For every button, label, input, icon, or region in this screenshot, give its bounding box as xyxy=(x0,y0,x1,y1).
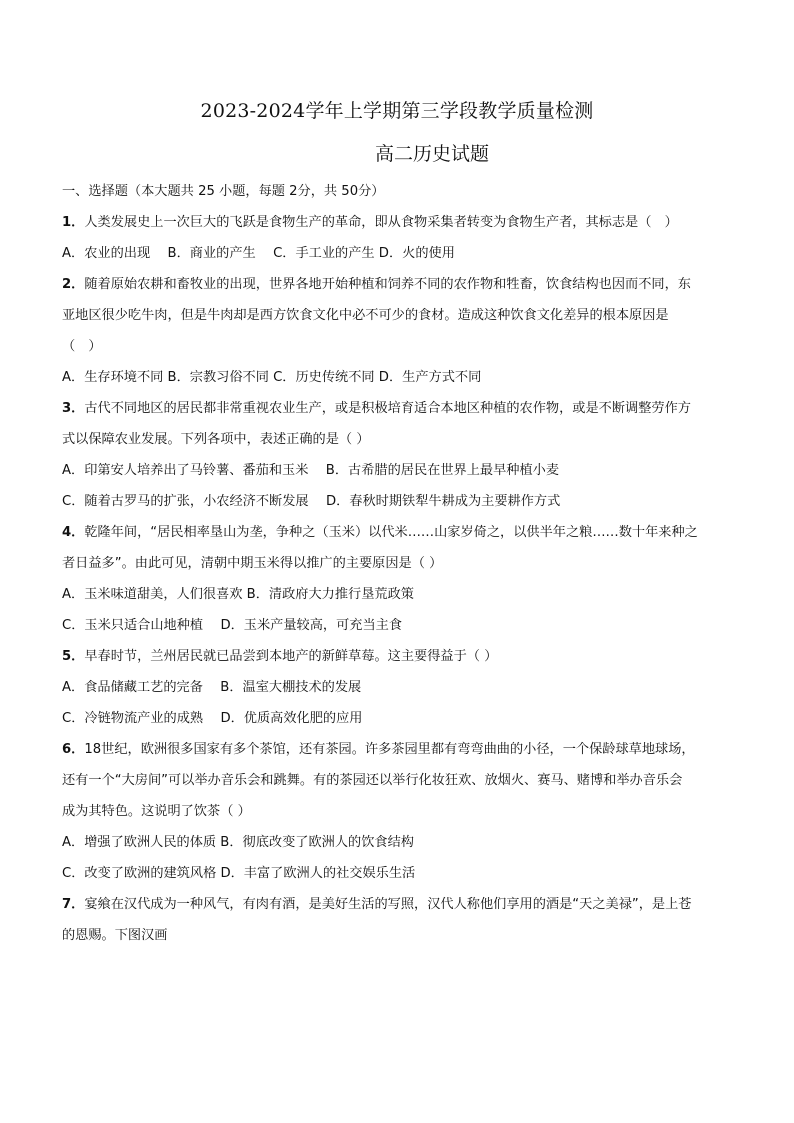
question-stem-line xyxy=(62,424,734,455)
question-stem-line xyxy=(62,269,734,300)
question-stem-line xyxy=(62,765,734,796)
answer-options-line: C．玉米只适合山地种植 D．玉米产量较高，可充当主食 xyxy=(62,618,403,633)
question-stem-text: 18世纪，欧洲很多国家有多个茶馆，还有茶园。许多茶园里都有弯弯曲曲的小径，一个保龄球草地球场， xyxy=(84,742,695,757)
question-stem-line xyxy=(62,548,734,579)
question-number: 4． xyxy=(62,525,85,540)
question-stem-line xyxy=(62,641,734,672)
exam-subtitle: 高二历史试题 xyxy=(374,143,489,165)
answer-options-line: A．生存环境不同 B．宗教习俗不同 C．历史传统不同 D．生产方式不同 xyxy=(62,370,482,385)
question-number: 7． xyxy=(62,897,85,912)
question-number: 1． xyxy=(62,215,85,230)
question-stem-line xyxy=(62,300,734,331)
question-stem-line xyxy=(62,393,734,424)
question-stem-text: 的恩赐。下图汉画 xyxy=(62,928,168,943)
answer-options-line: A．印第安人培养出了马铃薯、番茄和玉米 B．古希腊的居民在世界上最早种植小麦 xyxy=(62,463,560,478)
answer-options-line: C．冷链物流产业的成熟 D．优质高效化肥的应用 xyxy=(62,711,363,726)
question-stem-line xyxy=(62,207,734,238)
question-stem-line xyxy=(62,331,734,362)
question-3 xyxy=(62,393,734,517)
question-list xyxy=(62,207,734,951)
question-2 xyxy=(62,269,734,393)
question-stem-line xyxy=(62,734,734,765)
question-stem-line xyxy=(62,517,734,548)
question-stem-text: 古代不同地区的居民都非常重视农业生产，或是积极培育适合本地区种植的农作物，或是不断调整劳作方 xyxy=(84,401,691,416)
question-stem-line xyxy=(62,889,734,920)
question-stem-text: 亚地区很少吃牛肉，但是牛肉却是西方饮食文化中必不可少的食材。造成这种饮食文化差异的根本原因是 xyxy=(62,308,669,323)
question-stem-text: 早春时节，兰州居民就已品尝到本地产的新鲜草莓。这主要得益于（ ） xyxy=(84,649,498,664)
question-stem-text: 者日益多”。由此可见，清朝中期玉米得以推广的主要原因是（ ） xyxy=(62,556,443,571)
exam-body xyxy=(62,176,734,951)
section-header: 一、选择题（本大题共 25 小题，每题 2分，共 50分） xyxy=(62,184,385,199)
question-number: 2． xyxy=(62,277,85,292)
question-number: 6． xyxy=(62,742,85,757)
question-stem-text: 成为其特色。这说明了饮茶（ ） xyxy=(62,804,251,819)
question-stem-text: 式以保障农业发展。下列各项中，表述正确的是（ ） xyxy=(62,432,370,447)
question-stem-text: 人类发展史上一次巨大的飞跃是食物生产的革命，即从食物采集者转变为食物生产者，其标志是（ ） xyxy=(84,215,678,230)
answer-options-line: C．改变了欧洲的建筑风格 D．丰富了欧洲人的社交娱乐生活 xyxy=(62,866,416,881)
question-number: 5． xyxy=(62,649,85,664)
question-stem-text: 还有一个“大房间”可以举办音乐会和跳舞。有的茶园还以举行化妆狂欢、放烟火、赛马、赌博和举办音乐会 xyxy=(62,773,683,788)
answer-options-line: C．随着古罗马的扩张，小农经济不断发展 D．春秋时期铁犁牛耕成为主要耕作方式 xyxy=(62,494,561,509)
answer-options-line: A．食品储藏工艺的完备 B．温室大棚技术的发展 xyxy=(62,680,362,695)
question-stem-text: （ ） xyxy=(62,339,102,354)
question-stem-line xyxy=(62,796,734,827)
exam-title: 2023-2024学年上学期第三学段教学质量检测 xyxy=(200,100,594,122)
question-stem-text: 随着原始农耕和畜牧业的出现，世界各地开始种植和饲养不同的农作物和牲畜，饮食结构也因而不同，东 xyxy=(84,277,691,292)
question-stem-line xyxy=(62,920,734,951)
question-5 xyxy=(62,641,734,734)
question-4 xyxy=(62,517,734,641)
question-stem-text: 乾隆年间，“居民相率垦山为垄，争种之（玉米）以代米……山家岁倚之，以供半年之粮……数十年来种之 xyxy=(84,525,698,540)
question-number: 3． xyxy=(62,401,85,416)
question-stem-text: 宴飨在汉代成为一种风气，有肉有酒，是美好生活的写照，汉代人称他们享用的酒是“天之美禄”，是上苍 xyxy=(84,897,692,912)
answer-options-line: A．玉米味道甜美，人们很喜欢 B．清政府大力推行垦荒政策 xyxy=(62,587,414,602)
question-7 xyxy=(62,889,734,951)
answer-options-line: A．农业的出现 B．商业的产生 C．手工业的产生 D．火的使用 xyxy=(62,246,455,261)
question-6 xyxy=(62,734,734,889)
answer-options-line: A．增强了欧洲人民的体质 B．彻底改变了欧洲人的饮食结构 xyxy=(62,835,414,850)
question-1 xyxy=(62,207,734,269)
